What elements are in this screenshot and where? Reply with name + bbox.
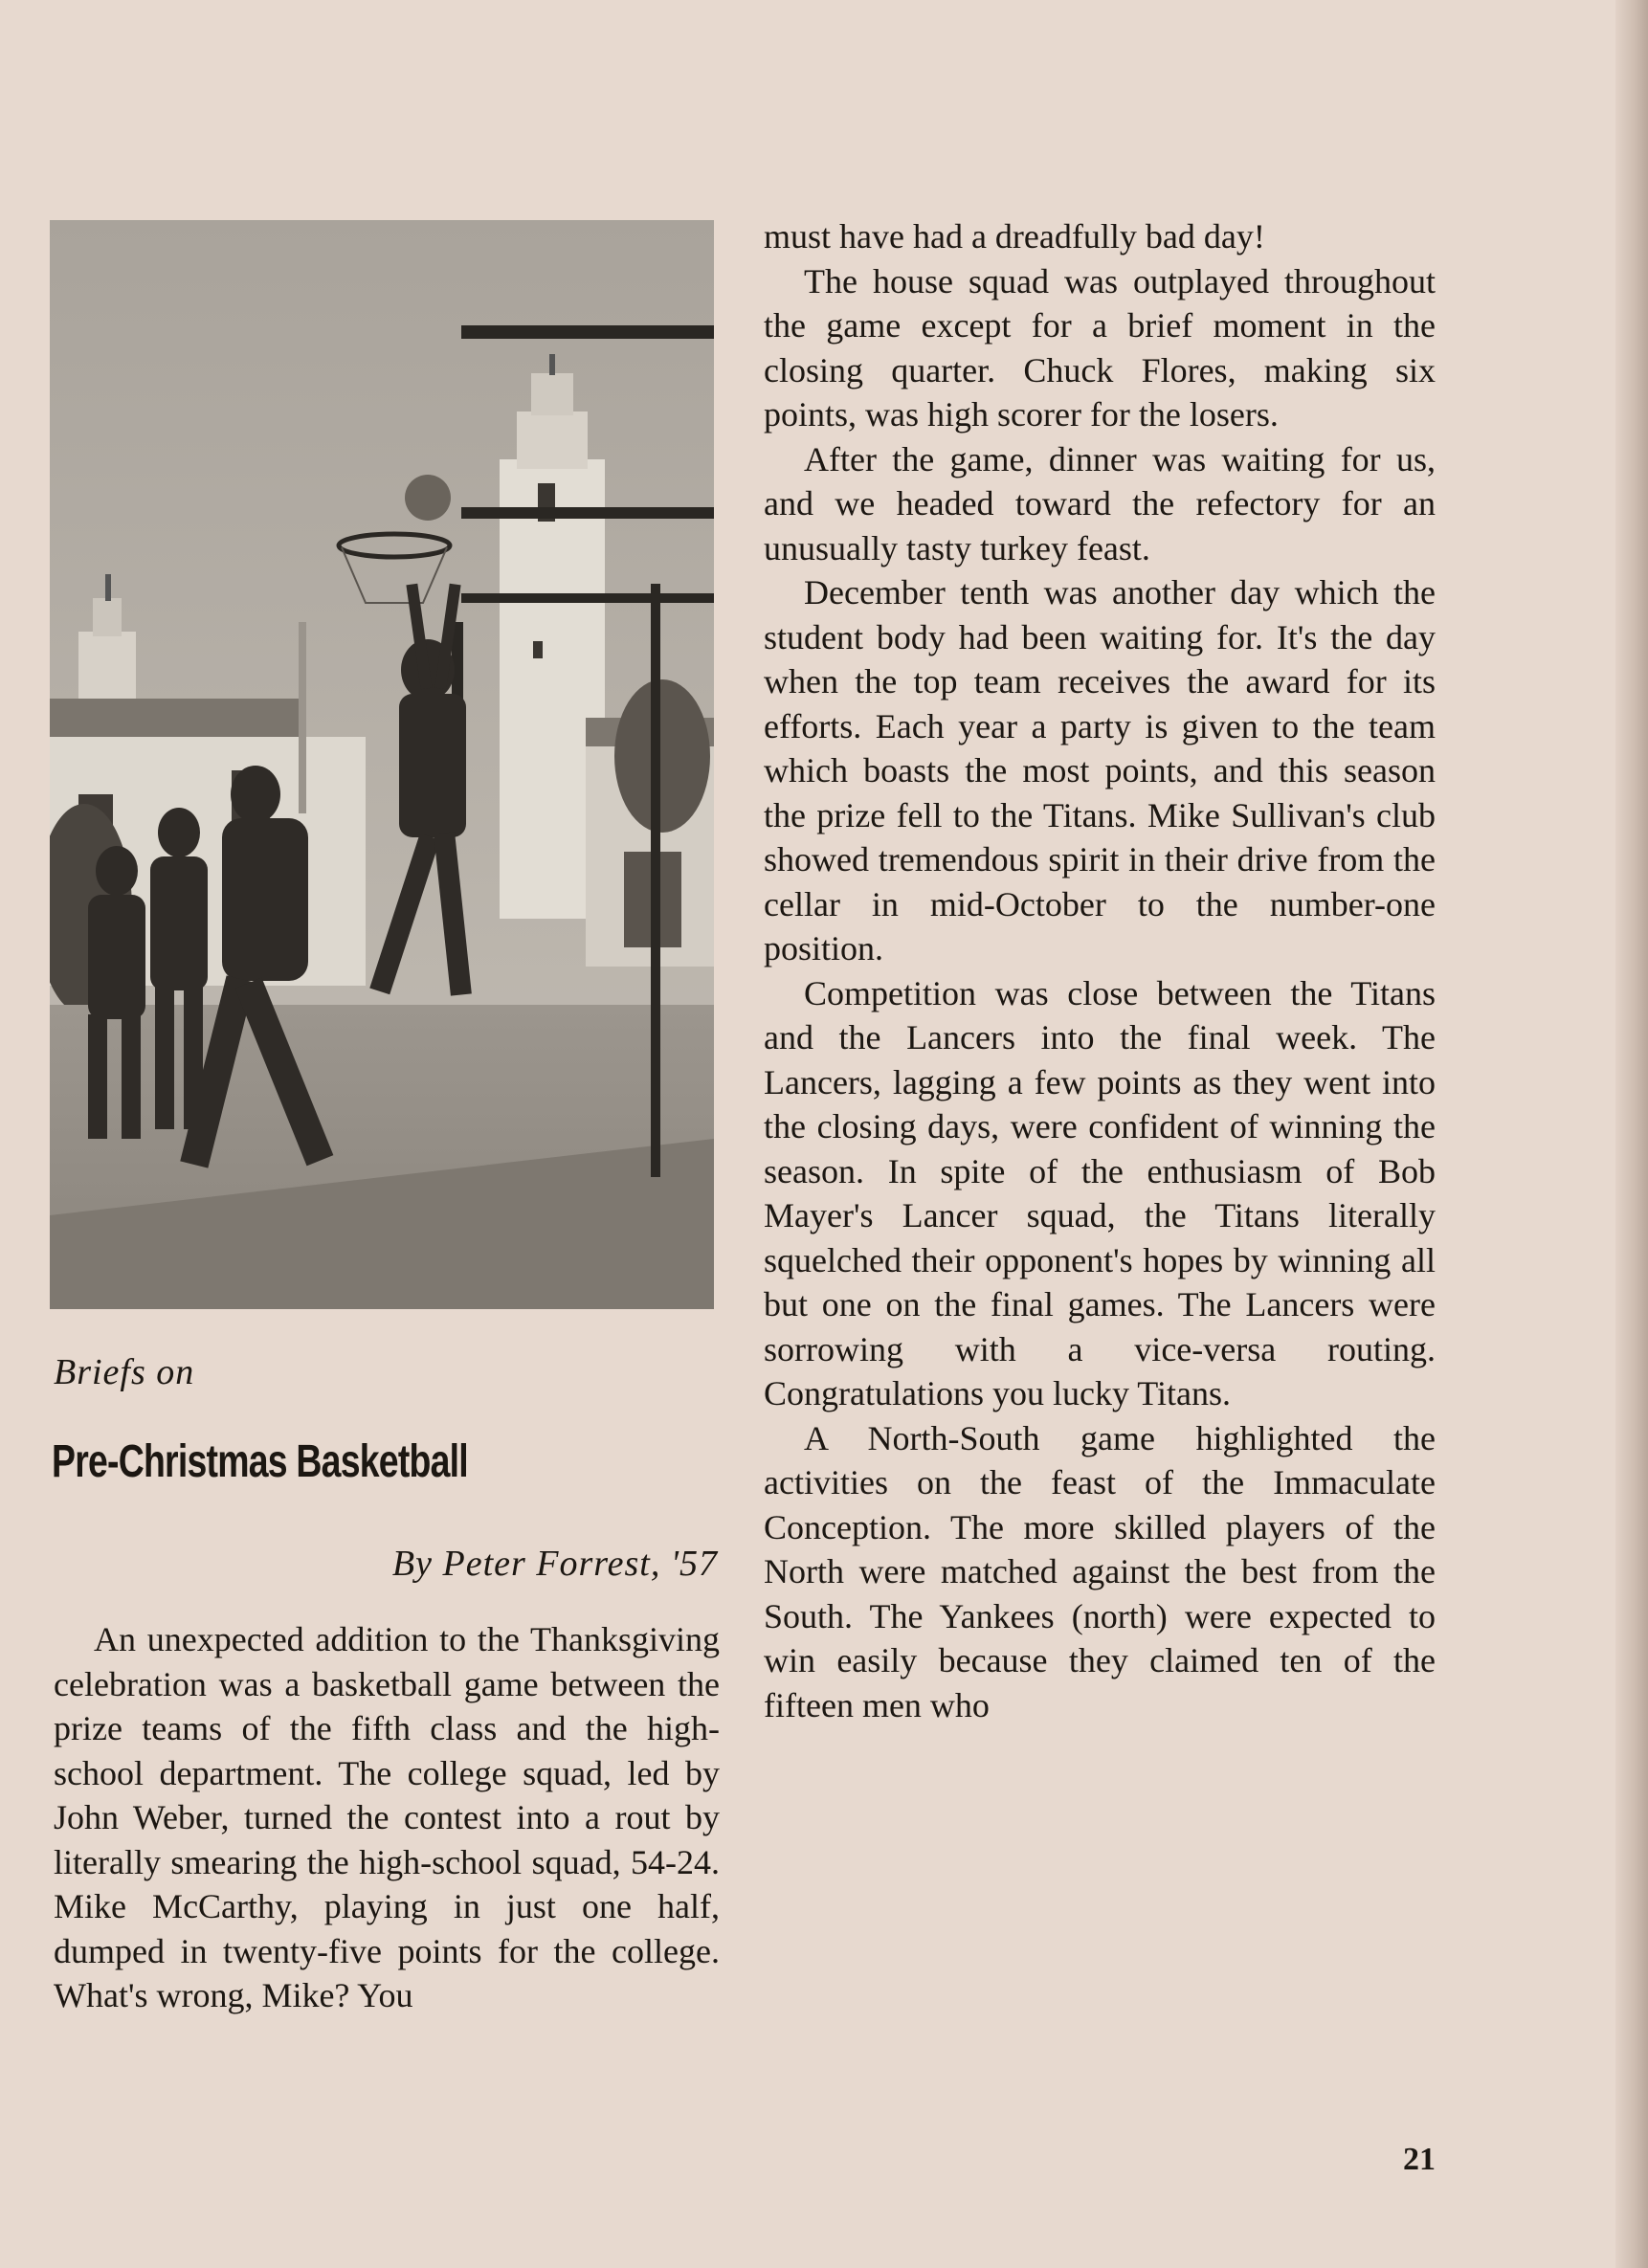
paragraph: The house squad was outplayed throughout the game except for a brief moment in the closing quarter. Chuck Flores, making six points, was high scorer for the losers. — [764, 261, 1436, 434]
paragraph: After the game, dinner was waiting for us, and we headed toward the refectory for an unusually tasty turkey feast. — [764, 439, 1436, 567]
byline: By Peter Forrest, '57 — [391, 1544, 718, 1584]
paragraph: must have had a dreadfully bad day! — [764, 217, 1265, 256]
page-number: 21 — [1403, 2142, 1436, 2177]
paragraph: A North-South game highlighted the activities on the feast of the Immaculate Conception. The more skilled players of the North were matched against the best from the South. The Yankees (north) were expected to win easily because they claimed ten of the fifteen men who — [764, 1418, 1436, 1724]
caption-kicker: Briefs on — [54, 1352, 195, 1392]
paragraph: Competition was close between the Titans and the Lancers into the final week. The Lancers, lagging a few points as they went into the closing days, were confident of winning the season. In spite of the enthusiasm of Bob Mayer's Lancer squad, the Titans literally squelched their opponent's hopes by winning all but one on the final games. The Lancers were sorrowing with a vice-versa routing. Congratulations you lucky Titans. — [764, 973, 1436, 1412]
headline: Pre-Christmas Basketball — [52, 1436, 468, 1487]
paragraph: December tenth was another day which the student body had been waiting for. It's the day when the top team receives the award for its efforts. Each year a party is given to the team which boasts the most points, and this season the prize fell to the Titans. Mike Sullivan's club showed tremendous spirit in their drive from the cellar in mid-October to the number-one position. — [764, 573, 1436, 967]
right-column — [764, 214, 1436, 1727]
basketball-photo — [50, 220, 714, 1309]
page-edge — [1615, 0, 1648, 2268]
paragraph: An unexpected addition to the Thanksgiving celebration was a basketball game between the prize teams of the fifth class and the high-school department. The college squad, led by John Weber, turned the contest into a rout by literally smearing the high-school squad, 54-24. Mike McCarthy, playing in just one half, dumped in twenty-five points for the college. What's wrong, Mike? You — [54, 1620, 720, 2014]
left-column — [54, 1617, 720, 2018]
